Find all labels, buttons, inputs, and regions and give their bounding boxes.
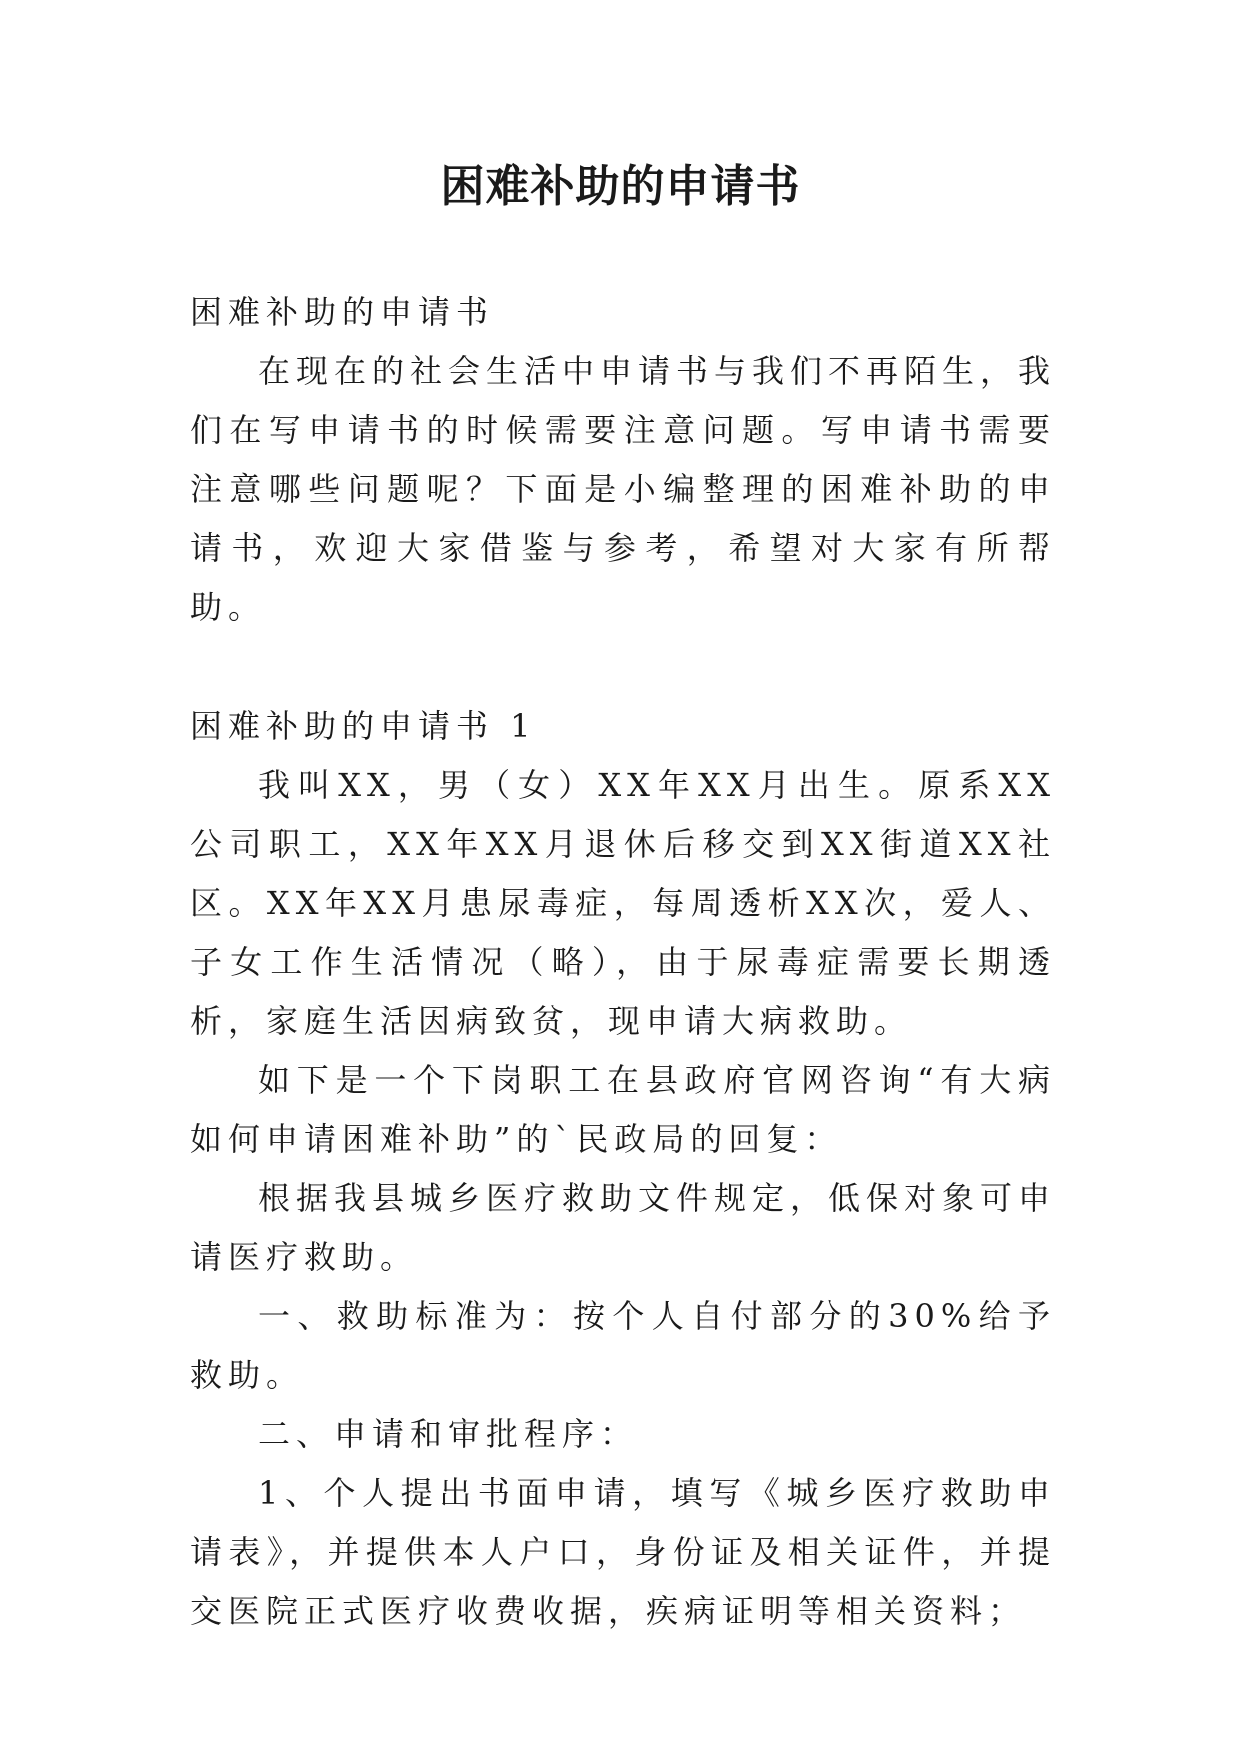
intro-heading: 困难补助的申请书 (190, 293, 495, 331)
section-1-paragraph: 二、申请和审批程序： (258, 1415, 639, 1453)
section-1-paragraph: 1、个人提出书面申请，填写《城乡医疗救助申请表》，并提供本人户口，身份证及相关证件，并提交医院正式医疗收费收据，疾病证明等相关资料； (190, 1474, 1056, 1630)
application-section-1 (190, 697, 1056, 1641)
section-1-heading: 困难补助的申请书 1 (190, 707, 537, 745)
section-1-paragraph: 一、救助标准为：按个人自付部分的30%给予救助。 (190, 1297, 1056, 1394)
section-1-paragraph: 如下是一个下岗职工在县政府官网咨询“有大病如何申请困难补助”的`民政局的回复： (190, 1061, 1056, 1158)
section-1-paragraph: 我叫XX，男（女）XX年XX月出生。原系XX公司职工，XX年XX月退休后移交到XX街道XX社区。XX年XX月患尿毒症，每周透析XX次，爱人、子女工作生活情况（略），由于尿毒症需要长期透析，家庭生活因病致贫，现申请大病救助。 (190, 766, 1056, 1040)
intro-paragraph: 在现在的社会生活中申请书与我们不再陌生，我们在写申请书的时候需要注意问题。写申请书需要注意哪些问题呢？下面是小编整理的困难补助的申请书，欢迎大家借鉴与参考，希望对大家有所帮助。 (190, 352, 1057, 626)
section-1-paragraph: 根据我县城乡医疗救助文件规定，低保对象可申请医疗救助。 (190, 1179, 1057, 1276)
document-title: 困难补助的申请书 (440, 161, 801, 212)
intro-section (190, 283, 1056, 637)
